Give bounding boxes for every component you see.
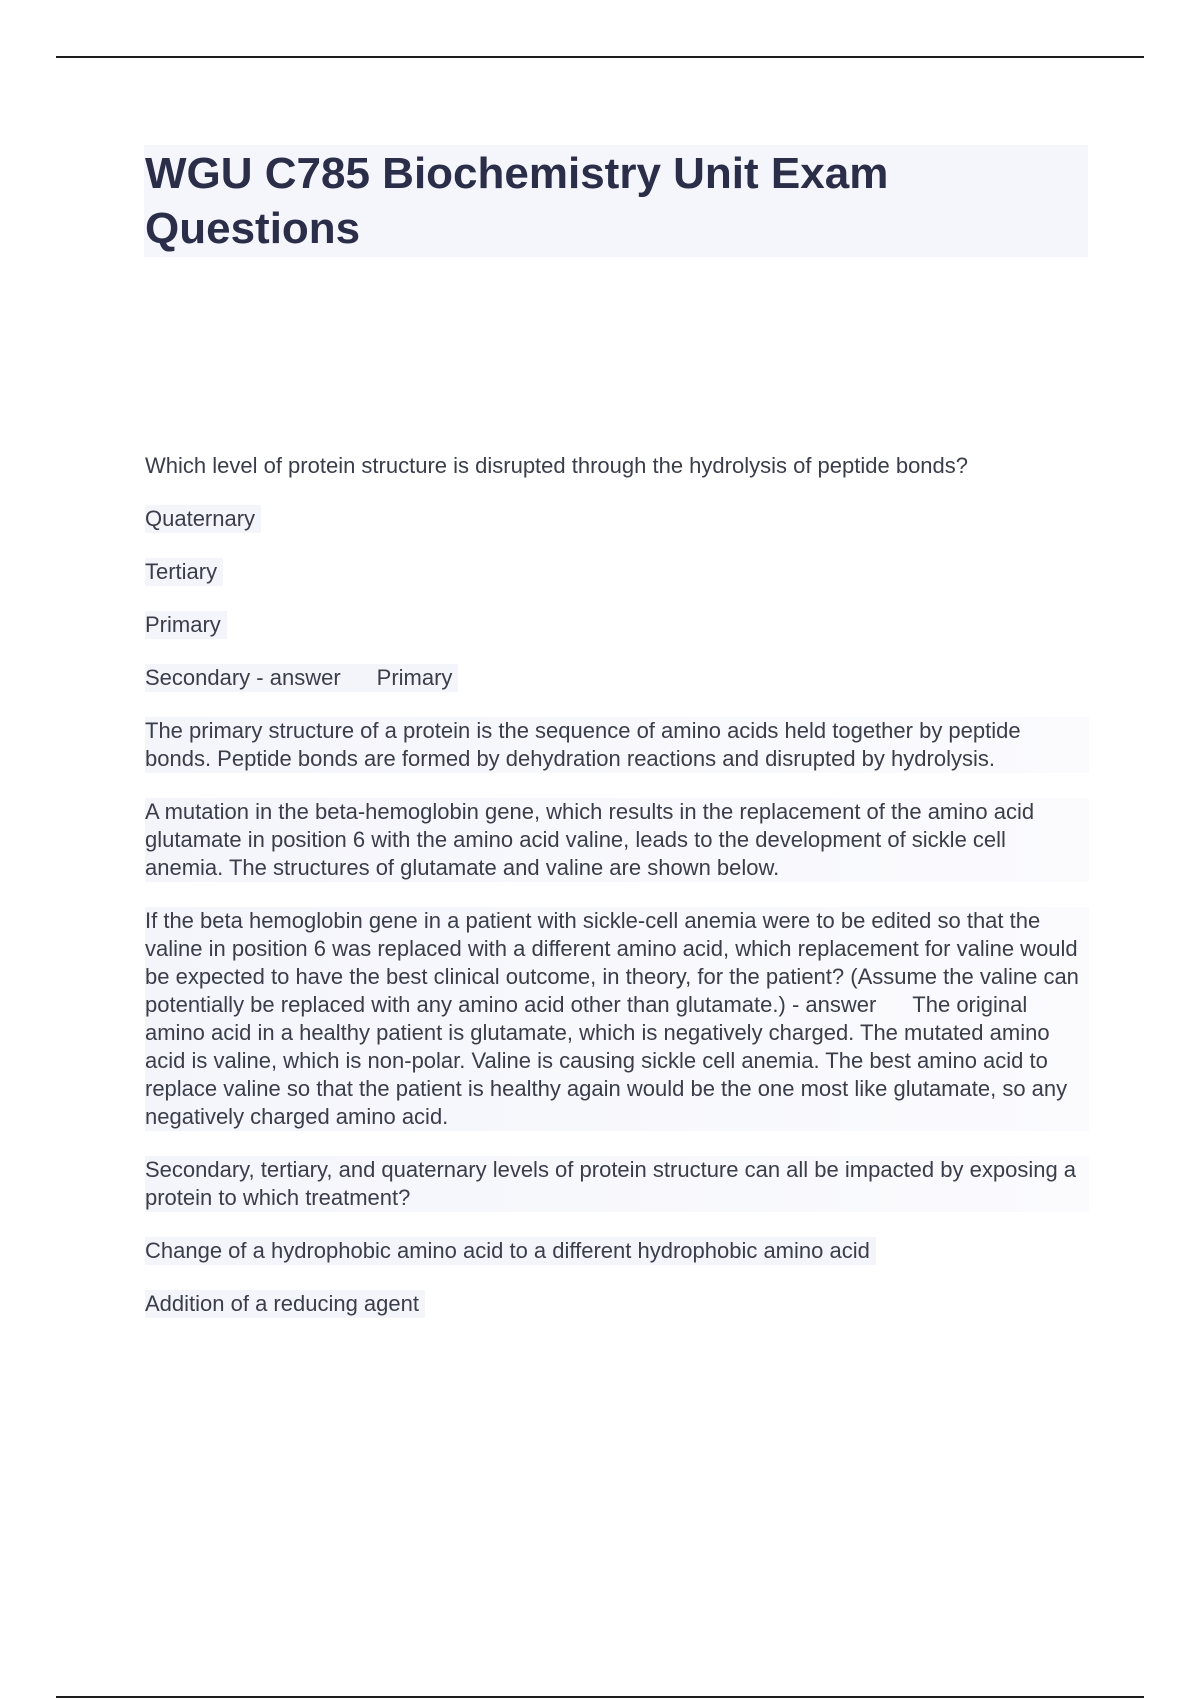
document-body [145, 452, 1089, 1343]
option-secondary-with-answer [145, 664, 1089, 692]
question-2-context: A mutation in the beta-hemoglobin gene, which results in the replacement of the amino acid glutamate in position 6 with the amino acid valine, leads to the development of sickle cell anemia. The structures of glutamate and valine are shown below. [145, 798, 1089, 882]
answer-text: Primary [376, 665, 453, 690]
document-title: WGU C785 Biochemistry Unit Exam Questions [145, 149, 889, 253]
top-divider [56, 56, 1144, 58]
question-3: Secondary, tertiary, and quaternary levels of protein structure can all be impacted by exposing a protein to which treatment? [145, 1156, 1089, 1212]
option-reducing-agent: Addition of a reducing agent [145, 1290, 1089, 1318]
bottom-divider [56, 1696, 1144, 1698]
question-2 [145, 907, 1089, 1131]
option-tertiary: Tertiary [145, 558, 1089, 586]
question-2-text: If the beta hemoglobin gene in a patient with sickle-cell anemia were to be edited so that the valine in position 6 was replaced with a different amino acid, which replacement for valine would be expected to have the best clinical outcome, in theory, for the patient? (Assume the valine can potentially be replaced with any amino acid other than glutamate.) - answer [145, 908, 1079, 1017]
option-hydrophobic-change: Change of a hydrophobic amino acid to a different hydrophobic amino acid [145, 1237, 1089, 1265]
option-quaternary: Quaternary [145, 505, 1089, 533]
answer-2: The original amino acid in a healthy patient is glutamate, which is negatively charged. The mutated amino acid is valine, which is non-polar. Valine is causing sickle cell anemia. The best amino acid to replace valine so that the patient is healthy again would be the one most like glutamate, so any negatively charged amino acid. [145, 992, 1068, 1129]
question-1: Which level of protein structure is disrupted through the hydrolysis of peptide bonds? [145, 453, 969, 478]
answer-marker: Secondary - answer [145, 665, 341, 690]
option-primary: Primary [145, 611, 1089, 639]
explanation-1: The primary structure of a protein is the sequence of amino acids held together by peptide bonds. Peptide bonds are formed by dehydration reactions and disrupted by hydrolysis. [145, 717, 1089, 773]
